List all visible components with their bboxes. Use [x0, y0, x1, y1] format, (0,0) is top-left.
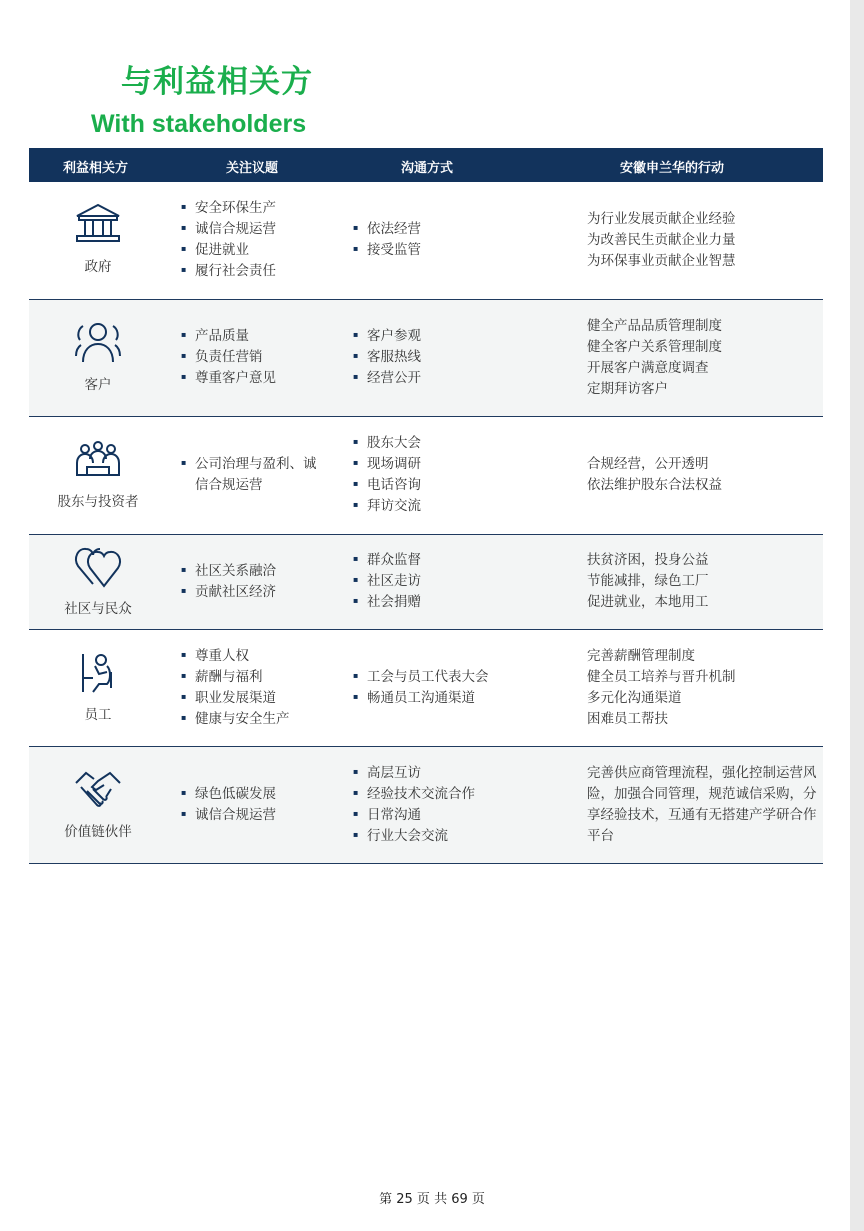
- channel-item: ▪ 高层互访: [353, 763, 553, 784]
- topic-item: ▪ 诚信合规运营: [181, 219, 321, 240]
- channel-item: ▪ 畅通员工沟通渠道: [353, 688, 553, 709]
- stakeholder-name: 价值链伙伴: [64, 823, 132, 840]
- channel-item: ▪ 现场调研: [353, 454, 553, 475]
- channel-item: ▪ 经验技术交流合作: [353, 784, 553, 805]
- channel-item: ▪ 客服热线: [353, 347, 553, 368]
- topic-item: ▪ 社区关系融洽: [181, 561, 321, 582]
- header-stakeholder: 利益相关方: [63, 161, 129, 176]
- table-row: [29, 747, 823, 865]
- topic-item: ▪ 履行社会责任: [181, 261, 321, 282]
- topic-item: ▪ 产品质量: [181, 326, 321, 347]
- stakeholder-cell: [29, 417, 167, 534]
- action-item: 健全客户关系管理制度: [587, 338, 722, 355]
- government-building-icon: [73, 202, 123, 257]
- header-topics: 关注议题: [226, 161, 279, 176]
- channel-item: ▪ 接受监管: [353, 240, 553, 261]
- channel-cell: [353, 182, 553, 299]
- topic-item: ▪ 贡献社区经济: [181, 582, 321, 603]
- action-cell: [587, 300, 823, 417]
- stakeholder-name: 股东与投资者: [57, 494, 139, 511]
- stakeholder-table: [29, 148, 823, 864]
- action-item: 节能减排，绿色工厂: [587, 573, 709, 590]
- action-cell: [587, 417, 823, 534]
- action-item: 多元化沟通渠道: [587, 689, 682, 706]
- action-cell: [587, 630, 823, 746]
- topic-item: ▪ 安全环保生产: [181, 198, 321, 219]
- channel-item: ▪ 群众监督: [353, 550, 553, 571]
- channel-item: ▪ 行业大会交流: [353, 826, 553, 847]
- shareholders-meeting-icon: [73, 437, 123, 492]
- action-item: 健全产品品质管理制度: [587, 317, 722, 334]
- page-number: 第 25 页 共 69 页: [379, 1192, 485, 1207]
- action-item: 困难员工帮扶: [587, 710, 668, 727]
- stakeholder-name: 客户: [84, 376, 112, 393]
- stakeholder-name: 政府: [84, 259, 112, 276]
- channel-item: ▪ 社会捐赠: [353, 592, 553, 613]
- hearts-icon: [73, 544, 123, 599]
- topic-item: ▪ 促进就业: [181, 240, 321, 261]
- action-cell: [587, 535, 823, 630]
- page-edge: [850, 0, 864, 1231]
- action-item: 开展客户满意度调查: [587, 359, 709, 376]
- action-cell: [587, 747, 823, 864]
- action-item: 为环保事业贡献企业智慧: [587, 252, 736, 269]
- action-item: 合规经营，公开透明: [587, 456, 709, 473]
- channel-item: ▪ 经营公开: [353, 368, 553, 389]
- stakeholder-cell: [29, 535, 167, 630]
- channel-cell: [353, 300, 553, 417]
- topic-cell: [181, 630, 321, 746]
- channel-item: ▪ 客户参观: [353, 326, 553, 347]
- channel-cell: [353, 535, 553, 630]
- stakeholder-cell: [29, 182, 167, 299]
- stakeholder-cell: [29, 630, 167, 746]
- channel-cell: [353, 747, 553, 864]
- topic-item: ▪ 绿色低碳发展: [181, 784, 321, 805]
- table-row: [29, 417, 823, 535]
- topic-cell: [181, 417, 321, 534]
- topic-item: ▪ 薪酬与福利: [181, 667, 321, 688]
- action-item: 定期拜访客户: [587, 380, 668, 397]
- table-row: [29, 300, 823, 418]
- page-title: 与利益相关方: [121, 64, 313, 100]
- channel-item: ▪ 拜访交流: [353, 496, 553, 517]
- action-item: 健全员工培养与晋升机制: [587, 668, 736, 685]
- channel-cell: [353, 630, 553, 746]
- topic-item: ▪ 尊重客户意见: [181, 368, 321, 389]
- channel-item: ▪ 社区走访: [353, 571, 553, 592]
- topic-cell: [181, 300, 321, 417]
- table-row: [29, 630, 823, 747]
- topic-item: ▪ 尊重人权: [181, 646, 321, 667]
- topic-item: ▪ 负责任营销: [181, 347, 321, 368]
- topic-cell: [181, 535, 321, 630]
- table-row: [29, 535, 823, 631]
- topic-item: ▪ 健康与安全生产: [181, 709, 321, 730]
- action-item: 完善薪酬管理制度: [587, 647, 695, 664]
- stakeholder-name: 员工: [84, 706, 112, 723]
- stakeholder-cell: [29, 300, 167, 417]
- header-channels: 沟通方式: [401, 161, 454, 176]
- table-row: [29, 182, 823, 300]
- channel-cell: [353, 417, 553, 534]
- topic-item: ▪ 公司治理与盈利、诚信合规运营: [181, 454, 321, 496]
- topic-cell: [181, 747, 321, 864]
- channel-item: ▪ 股东大会: [353, 433, 553, 454]
- channel-item: ▪ 电话咨询: [353, 475, 553, 496]
- topic-item: ▪ 诚信合规运营: [181, 805, 321, 826]
- page-subtitle: With stakeholders: [91, 110, 307, 138]
- channel-item: ▪ 依法经营: [353, 219, 553, 240]
- action-item: 完善供应商管理流程，强化控制运营风险，加强合同管理，规范诚信采购，分享经验技术，互通有无搭建产学研合作平台: [587, 764, 817, 844]
- action-item: 促进就业，本地用工: [587, 594, 709, 611]
- channel-item: ▪ 日常沟通: [353, 805, 553, 826]
- table-header: [29, 148, 823, 182]
- action-item: 依法维护股东合法权益: [587, 477, 722, 494]
- topic-cell: [181, 182, 321, 299]
- action-item: 为行业发展贡献企业经验: [587, 210, 736, 227]
- action-item: 扶贫济困，投身公益: [587, 552, 709, 569]
- action-item: 为改善民生贡献企业力量: [587, 231, 736, 248]
- employee-desk-icon: [73, 650, 123, 705]
- handshake-icon: [73, 767, 123, 822]
- customers-icon: [73, 320, 123, 375]
- stakeholder-name: 社区与民众: [64, 600, 132, 617]
- stakeholder-cell: [29, 747, 167, 864]
- action-cell: [587, 182, 823, 299]
- header-actions: 安徽申兰华的行动: [620, 161, 725, 176]
- channel-item: ▪ 工会与员工代表大会: [353, 667, 553, 688]
- topic-item: ▪ 职业发展渠道: [181, 688, 321, 709]
